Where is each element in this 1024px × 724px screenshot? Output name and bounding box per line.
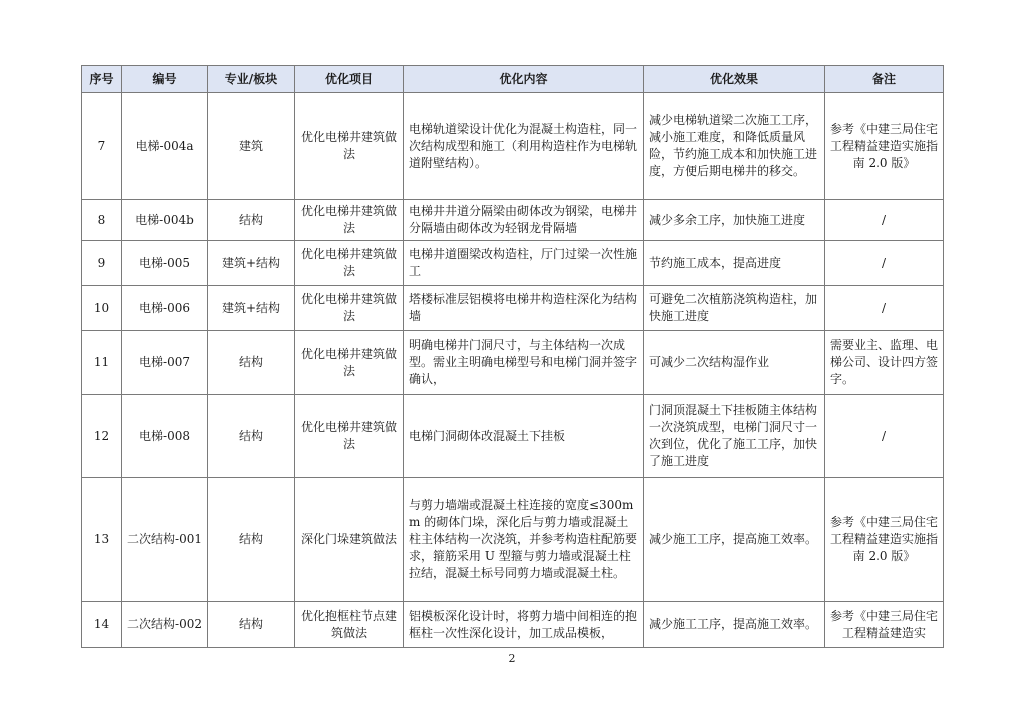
cell-content: 电梯井井道分隔梁由砌体改为钢梁，电梯井分隔墙由砌体改为轻钢龙骨隔墙 [404, 200, 644, 241]
cell-discipline: 结构 [208, 200, 295, 241]
header-remark: 备注 [825, 66, 944, 93]
table-row [82, 395, 944, 478]
header-content: 优化内容 [404, 66, 644, 93]
cell-content: 电梯井道圈梁改构造柱，厅门过梁一次性施工 [404, 241, 644, 286]
cell-code: 二次结构-002 [122, 602, 208, 648]
cell-discipline: 建筑+结构 [208, 286, 295, 331]
cell-content: 电梯轨道梁设计优化为混凝土构造柱，同一次结构成型和施工（利用构造柱作为电梯轨道附壁结构）。 [404, 93, 644, 200]
cell-discipline: 结构 [208, 602, 295, 648]
cell-code: 电梯-004b [122, 200, 208, 241]
cell-item: 优化抱框柱节点建筑做法 [295, 602, 404, 648]
cell-item: 优化电梯井建筑做法 [295, 331, 404, 395]
cell-remark: / [825, 200, 944, 241]
cell-item: 优化电梯井建筑做法 [295, 286, 404, 331]
table-row [82, 93, 944, 200]
cell-effect: 可减少二次结构湿作业 [644, 331, 825, 395]
cell-code: 电梯-007 [122, 331, 208, 395]
header-effect: 优化效果 [644, 66, 825, 93]
table-row [82, 331, 944, 395]
cell-item: 优化电梯井建筑做法 [295, 395, 404, 478]
cell-code: 二次结构-001 [122, 478, 208, 602]
header-discipline: 专业/板块 [208, 66, 295, 93]
cell-remark: 参考《中建三局住宅工程精益建造实施指南 2.0 版》 [825, 93, 944, 200]
table-row [82, 200, 944, 241]
cell-effect: 减少多余工序，加快施工进度 [644, 200, 825, 241]
cell-item: 深化门垛建筑做法 [295, 478, 404, 602]
table-row [82, 286, 944, 331]
cell-no: 9 [82, 241, 122, 286]
cell-code: 电梯-008 [122, 395, 208, 478]
table-row [82, 241, 944, 286]
cell-remark: / [825, 286, 944, 331]
cell-effect: 减少施工工序，提高施工效率。 [644, 602, 825, 648]
cell-content: 铝模板深化设计时，将剪力墙中间相连的抱框柱一次性深化设计，加工成品模板， [404, 602, 644, 648]
cell-no: 14 [82, 602, 122, 648]
table-row [82, 478, 944, 602]
cell-discipline: 建筑+结构 [208, 241, 295, 286]
cell-content: 塔楼标准层铝模将电梯井构造柱深化为结构墙 [404, 286, 644, 331]
cell-effect: 可避免二次植筋浇筑构造柱，加快施工进度 [644, 286, 825, 331]
cell-no: 12 [82, 395, 122, 478]
header-item: 优化项目 [295, 66, 404, 93]
cell-item: 优化电梯井建筑做法 [295, 241, 404, 286]
cell-content: 与剪力墙端或混凝土柱连接的宽度≤300mm 的砌体门垛，深化后与剪力墙或混凝土柱主体结构一次浇筑，并参考构造柱配筋要求，箍筋采用 U 型箍与剪力墙或混凝土柱拉结，混凝土标号同剪力墙或混凝土柱。 [404, 478, 644, 602]
cell-remark: 参考《中建三局住宅工程精益建造实 [825, 602, 944, 648]
cell-code: 电梯-004a [122, 93, 208, 200]
cell-effect: 减少电梯轨道梁二次施工工序，减小施工难度，和降低质量风险，节约施工成本和加快施工进度，方便后期电梯井的移交。 [644, 93, 825, 200]
cell-item: 优化电梯井建筑做法 [295, 93, 404, 200]
page-number: 2 [508, 652, 516, 665]
cell-no: 7 [82, 93, 122, 200]
cell-discipline: 建筑 [208, 93, 295, 200]
optimization-table [81, 65, 944, 648]
cell-discipline: 结构 [208, 331, 295, 395]
header-code: 编号 [122, 66, 208, 93]
cell-item: 优化电梯井建筑做法 [295, 200, 404, 241]
cell-discipline: 结构 [208, 478, 295, 602]
table-row [82, 602, 944, 648]
cell-effect: 减少施工工序，提高施工效率。 [644, 478, 825, 602]
header-serial: 序号 [82, 66, 122, 93]
cell-no: 8 [82, 200, 122, 241]
cell-content: 明确电梯井门洞尺寸，与主体结构一次成型。需业主明确电梯型号和电梯门洞并签字确认， [404, 331, 644, 395]
cell-effect: 门洞顶混凝土下挂板随主体结构一次浇筑成型，电梯门洞尺寸一次到位，优化了施工工序，加快了施工进度 [644, 395, 825, 478]
cell-remark: 需要业主、监理、电梯公司、设计四方签字。 [825, 331, 944, 395]
cell-code: 电梯-006 [122, 286, 208, 331]
cell-no: 11 [82, 331, 122, 395]
cell-no: 13 [82, 478, 122, 602]
cell-effect: 节约施工成本，提高进度 [644, 241, 825, 286]
cell-code: 电梯-005 [122, 241, 208, 286]
cell-remark: 参考《中建三局住宅工程精益建造实施指南 2.0 版》 [825, 478, 944, 602]
cell-remark: / [825, 241, 944, 286]
table-header-row [82, 66, 944, 93]
cell-no: 10 [82, 286, 122, 331]
cell-remark: / [825, 395, 944, 478]
cell-discipline: 结构 [208, 395, 295, 478]
cell-content: 电梯门洞砌体改混凝土下挂板 [404, 395, 644, 478]
